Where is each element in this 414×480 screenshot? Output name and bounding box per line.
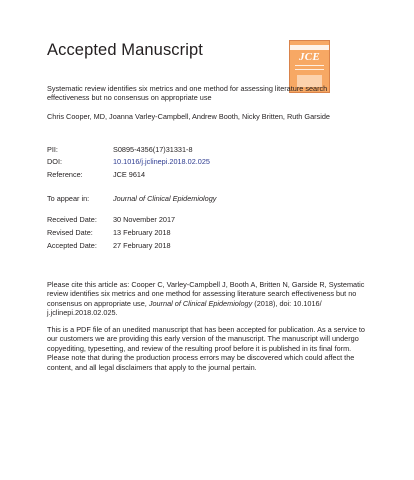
citation-suffix: (2018), doi: 10.1016/ j.jclinepi.2018.02.025. (47, 298, 322, 318)
journal-name: Journal of Clinical Epidemiology (113, 194, 217, 203)
citation-prefix: Please cite this article as: Cooper C, Varley-Campbell J, Booth A, Britten N, Garside R, Systematic review identifies six metrics and one method for assessing literature search effectiveness but no consensus on appropriate use, (47, 280, 365, 308)
meta-value: 30 November 2017 (113, 215, 176, 224)
meta-value: 27 February 2018 (113, 241, 171, 250)
citation-paragraph (47, 280, 365, 318)
meta-label: To appear in: (47, 194, 90, 203)
doi-link[interactable]: 10.1016/j.jclinepi.2018.02.025 (113, 157, 210, 166)
meta-label: Revised Date: (47, 228, 93, 237)
meta-label: PII: (47, 145, 58, 154)
article-authors: Chris Cooper, MD, Joanna Varley-Campbell, Andrew Booth, Nicky Britten, Ruth Garside (47, 112, 330, 121)
manuscript-notice: This is a PDF file of an unedited manuscript that has been accepted for publication. As a service to our customers we are providing this early version of the manuscript. The manuscript will undergo copyediting, typesetting, and review of the resulting proof before it is published in its final form. Please note that during the production process errors may be discovered which could affect the content, and all legal disclaimers that apply to the journal pertain. (47, 325, 365, 372)
meta-label: DOI: (47, 157, 62, 166)
meta-label: Accepted Date: (47, 241, 97, 250)
meta-value: S0895-4356(17)31331-8 (113, 145, 193, 154)
meta-value: 13 February 2018 (113, 228, 171, 237)
meta-label: Reference: (47, 170, 83, 179)
article-title: Systematic review identifies six metrics and one method for assessing literature search effectiveness but no consensus on appropriate use (47, 84, 328, 103)
page-heading: Accepted Manuscript (47, 41, 203, 59)
journal-logo: JCE (298, 51, 321, 63)
meta-value: JCE 9614 (113, 170, 146, 179)
meta-label: Received Date: (47, 215, 97, 224)
citation-journal: Journal of Clinical Epidemiology (148, 298, 253, 308)
